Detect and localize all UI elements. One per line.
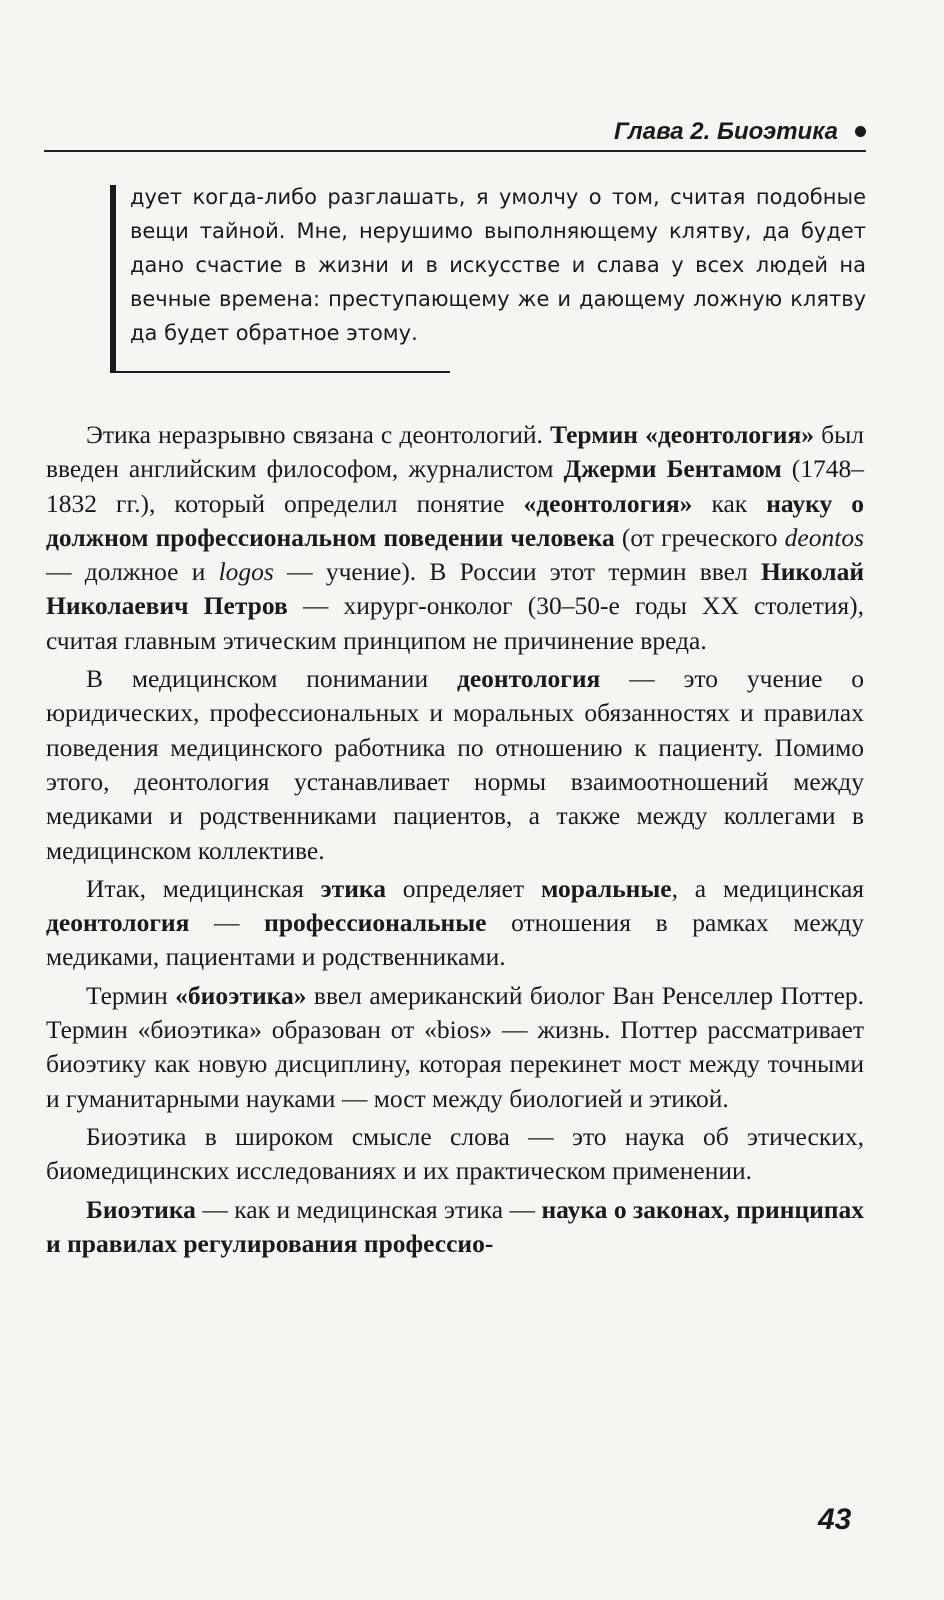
text-span: — это учение о юридических, профессиональных и моральных обязанностях и правилах поведения медицинского работника по отношению к пациенту. Помимо этого, деонтология устанавливает нормы взаимоотношений между медиками и родственниками пациентов, а также между коллегами в медицинском коллективе.	[46, 664, 864, 865]
page-number: 43	[818, 1503, 852, 1536]
oath-quote-block	[110, 180, 866, 375]
italic-term: logos	[218, 557, 274, 587]
paragraph-ethics-summary	[46, 872, 864, 975]
bold-term: Джерми Бентамом	[563, 454, 782, 484]
text-span: —	[189, 908, 265, 938]
bold-term: Биоэтика	[86, 1194, 196, 1224]
text-span: , а медицинская	[671, 873, 865, 903]
text-span: — как и медицинская этика —	[195, 1194, 542, 1224]
text-span: В медицинском понимании	[86, 664, 457, 694]
quote-underline	[110, 371, 450, 373]
text-span: Итак, медицинская	[86, 873, 321, 903]
running-header	[44, 110, 866, 152]
text-span: — хирург-онколог (30–50-е годы XX столетия), считая главным этическим принципом не причинение вреда.	[46, 591, 865, 655]
bold-term: Николай Николаевич Петров	[46, 557, 865, 621]
body-text	[46, 418, 864, 1265]
bold-term: этика	[320, 873, 386, 903]
bold-term: «биоэтика»	[175, 980, 307, 1010]
text-span: ввел американский биолог Ван Ренселлер Поттер. Термин «биоэтика» образован от «bios» — жизнь. Поттер рассматривает биоэтику как новую дисциплину, которая перекинет мост между точными и гуманитарными науками — мост между биологией и этикой.	[46, 980, 865, 1113]
bold-term: наука о законах, принципах и правилах регулирования профессио-	[46, 1194, 864, 1258]
bold-term: профессиональные	[264, 908, 487, 938]
bold-term: «деонтология»	[523, 488, 693, 518]
bold-term: деонтология	[46, 908, 190, 938]
bold-term: науку о должном профессиональном поведении человека	[46, 488, 864, 552]
paragraph-bioethics-term	[46, 979, 864, 1116]
paragraph-medical-deontology	[46, 662, 864, 868]
text-span: Биоэтика в широком смысле слова — это наука об этических, биомедицинских исследованиях и их практическом применении.	[46, 1121, 864, 1186]
text-span: — учение). В России этот термин ввел	[273, 557, 761, 587]
bold-term: Термин «деонтология»	[550, 420, 815, 449]
text-span: (1748–1832 гг.), который определил понятие	[46, 454, 865, 518]
text-span: Этика неразрывно связана с деонтологий.	[86, 420, 551, 449]
bold-term: деонтология	[456, 664, 601, 694]
text-span: — должное и	[46, 557, 219, 587]
text-span: Термин	[86, 980, 176, 1010]
paragraph-bioethics-broad	[46, 1120, 864, 1189]
paragraph-bioethics-definition	[46, 1193, 864, 1262]
text-span: определяет	[385, 873, 541, 903]
text-span: отношения в рамках между медиками, пациентами и родственниками.	[46, 908, 864, 972]
text-span: был введен английским философом, журналистом	[46, 420, 864, 484]
quote-bar	[110, 185, 116, 373]
bold-term: моральные	[540, 873, 672, 903]
quote-text: дует когда-либо разглашать, я умолчу о том, считая подобные вещи тайной. Мне, нерушимо выполняющему клятву, да будет дано счастие в жизни и в искусстве и слава у всех людей на вечные времена: преступающему же и дающему ложную клятву да будет обратное этому.	[130, 185, 866, 345]
bullet-icon	[855, 126, 866, 137]
chapter-title: Глава 2. Биоэтика	[613, 118, 838, 145]
italic-term: deontos	[784, 522, 864, 552]
text-span: (от греческого	[614, 522, 785, 552]
paragraph-deontology-term	[46, 418, 864, 658]
text-span: как	[692, 488, 767, 518]
